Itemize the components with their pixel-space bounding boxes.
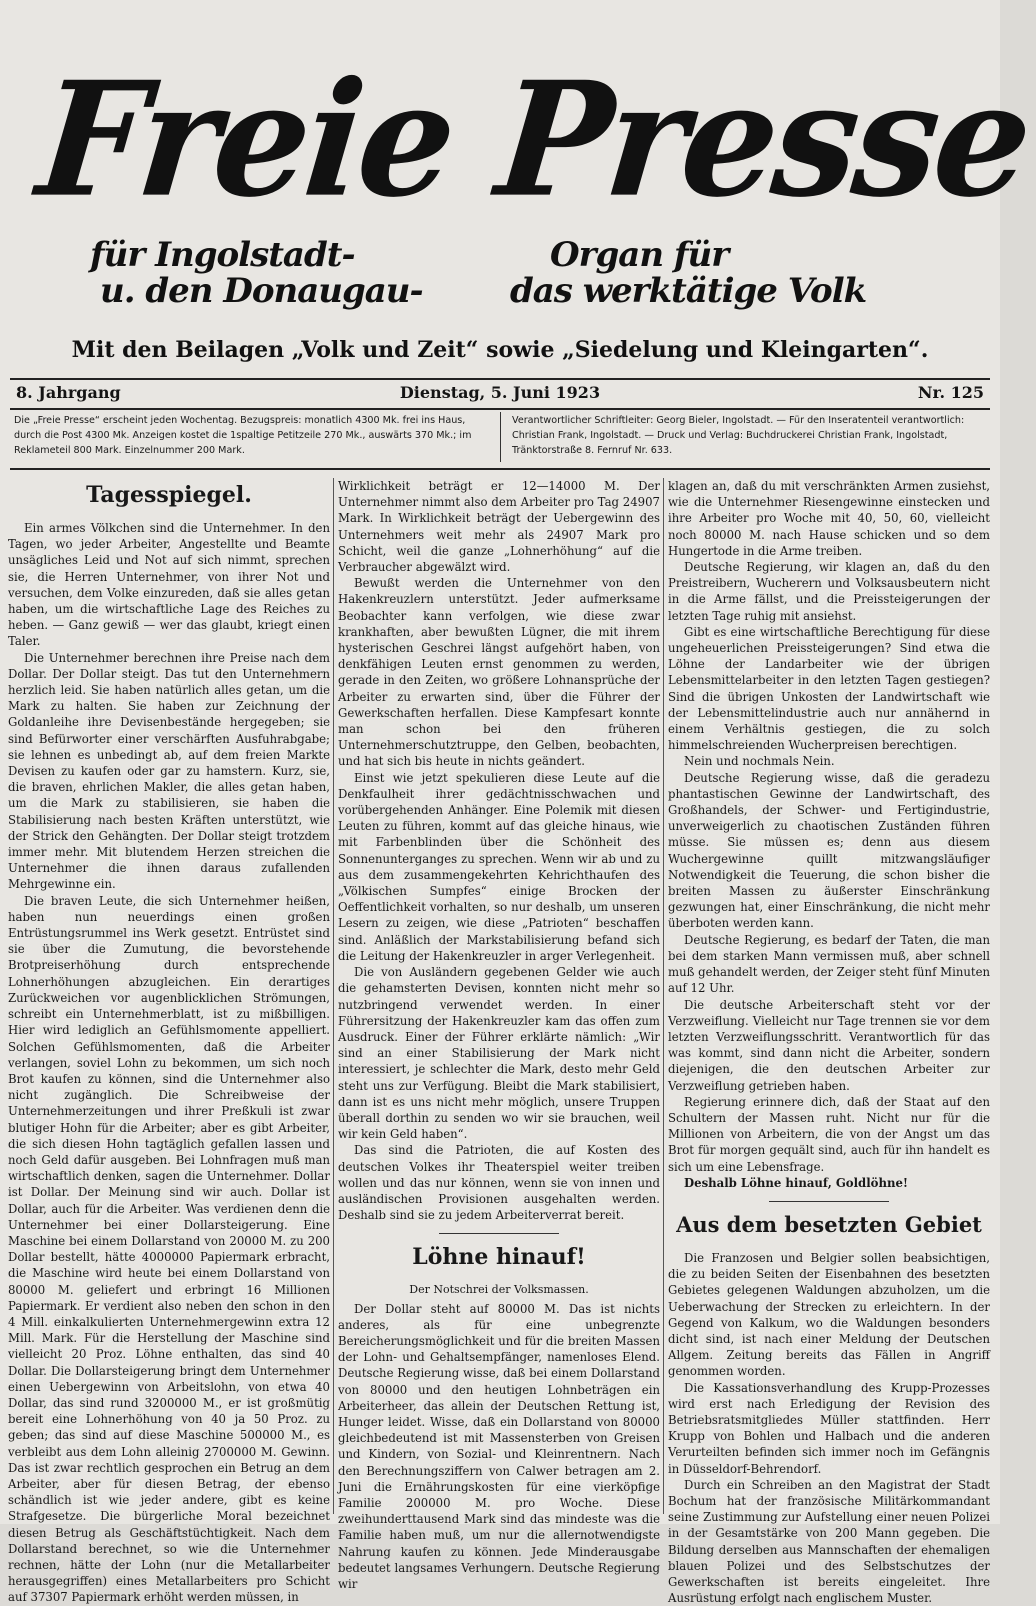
- column-3: [668, 478, 991, 1606]
- divider-rule: [10, 468, 990, 470]
- paragraph: Die deutsche Arbeiterschaft steht vor der Verzweiflung. Vielleicht nur Tage trennen sie vor dem letzten Verzweiflungsschritt. Verantwortlich für das was kommt, sind dann nicht die Arbeiter, sondern diejenigen, die den deutschen Arbeiter zur Verzweiflung getrieben haben.: [668, 997, 990, 1093]
- masthead-subtitles: [80, 235, 960, 318]
- divider-rule: [10, 408, 990, 410]
- paragraph: klagen an, daß du mit verschränkten Armen zusiehst, wie die Unternehmer Riesengewinne einstecken und ihre Arbeiter pro Woche mit 40, 50, 60, vielleicht noch 80000 M. nach Hause schicken und so dem Hungertode in die Arme treiben.: [668, 479, 990, 558]
- paragraph: Wirklichkeit beträgt er 12—14000 M. Der Unternehmer nimmt also dem Arbeiter pro Tag 24907 Mark. In Wirklichkeit beträgt der Uebergewinn des Unternehmers weit mehr als 24907 Mark pro Schicht, weil die ganze „Lohnerhöhung“ auf die Verbraucher abgewälzt wird.: [338, 479, 660, 575]
- column-1: [8, 478, 330, 1605]
- issue-number: Nr. 125: [917, 383, 984, 402]
- paragraph: Der Dollar steht auf 80000 M. Das ist nichts anderes, als für eine unbegrenzte Bereicherungsmöglichkeit und für die breiten Massen der Lohn- und Gehaltsempfänger, namenloses Elend. Deutsche Regierung wisse, daß bei einem Dollarstand von 80000 und den heutigen Lohnbeträgen ein Arbeiterheer, das allein der Deutschen Rettung ist, Hunger leidet. Wisse, daß ein Dollarstand von 80000 gleichbedeutend ist mit Massensterben von Greisen und Kindern, von Sozial- und Kleinrentnern. Nach den Berechnungsziffern von Calwer betragen am 2. Juni die Ernährungskosten für eine vierköpfige Familie 200000 M. pro Woche. Diese zweihunderttausend Mark sind das mindeste was die Familie haben muß, um nur die allernotwendigste Nahrung kaufen zu können. Jede Minderausgabe bedeutet langsames Verhungern. Deutsche Regierung wir: [338, 1301, 660, 1591]
- editorial-info: Verantwortlicher Schriftleiter: Georg Bieler, Ingolstadt. — Für den Inseratenteil verantwortlich: Christian Frank, Ingolstadt. — Druck und Verlag: Buchdruckerei Christian Frank, Ingolstadt, Tränktorstraße 8. Fernruf Nr. 633.: [512, 415, 965, 456]
- divider-rule: [10, 378, 990, 380]
- paragraph: Die Unternehmer berechnen ihre Preise nach dem Dollar. Der Dollar steigt. Das tut den Unternehmern herzlich leid. Sie haben natürlich alles getan, um die Mark zu halten. Sie haben zur Zeichnung der Goldanleihe ihre Devisenbestände hergegeben; sie sind Befürworter einer verschärften Ausfuhrabgabe; sie lehnen es unbedingt ab, auf dem freien Markte Devisen zu kaufen oder gar zu hamstern. Kurz, sie, die braven, ehrlichen Makler, die alles getan haben, um die Mark zu stabilisieren, sie haben die Stabilisierung nach besten Kräften unterstützt, wie der Strick den Gehängten. Der Dollar steigt trotzdem immer mehr. Mit blutendem Herzen streichen die Unternehmer die ihnen daraus zufallenden Mehrgewinne ein.: [8, 650, 330, 892]
- subscription-info: Die „Freie Presse“ erscheint jeden Wochentag. Bezugspreis: monatlich 4300 Mk. frei ins Haus, durch die Post 4300 Mk. Anzeigen kostet die 1spaltige Petitzeile 270 Mk., auswärts 370 Mk.; im Reklameteil 800 Mark. Einzelnummer 200 Mark.: [14, 415, 472, 456]
- paragraph: Deutsche Regierung wisse, daß die geradezu phantastischen Gewinne der Landwirtschaft, des Großhandels, der Schwer- und Fertigindustrie, unverweigerlich zu chaotischen Zuständen führen müsse. Sie müssen es; denn aus diesem Wuchergewinne quillt mitzwangsläufiger Notwendigkeit die Teuerung, die schon bisher die breiten Massen zu äußerster Einschränkung gezwungen hat, einer Einschränkung, die nicht mehr überboten werden kann.: [668, 770, 990, 931]
- article-subheading: Der Notschrei der Volksmassen.: [409, 1283, 589, 1297]
- paragraph: Einst wie jetzt spekulieren diese Leute auf die Denkfaulheit ihrer gedächtnisschwachen und vorübergehenden Anhänger. Eine Polemik mit diesen Leuten zu führen, kommt auf das gleiche hinaus, wie mit Farbenblinden über die Schönheit des Sonnenunterganges zu sprechen. Wenn wir ab und zu aus dem zusammengekehrten Kehrichthaufen des „Völkischen Sumpfes“ einige Brocken der Oeffentlichkeit vorhalten, so nur deshalb, um unseren Lesern zu zeigen, wie diese „Patrioten“ beschaffen sind. Anläßlich der Markstabilisierung befand sich die Leitung der Hakenkreuzler in arger Verlegenheit.: [338, 770, 660, 963]
- paragraph: Durch ein Schreiben an den Magistrat der Stadt Bochum hat der französische Militärkommandant seine Zustimmung zur Aufstellung einer neuen Polizei in der Gesamtstärke von 200 Mann gegeben. Die Bildung derselben aus Mannschaften der ehemaligen blauen Polizei und des Selbstschutzes der Gewerkschaften ist bereits eingeleitet. Ihre Ausrüstung erfolgt nach englischem Muster.: [668, 1477, 990, 1606]
- article-heading-besetztes-gebiet: Aus dem besetzten Gebiet: [676, 1211, 982, 1237]
- closing-line: Deshalb Löhne hinauf, Goldlöhne!: [684, 1175, 909, 1190]
- info-divider: [500, 412, 501, 462]
- paragraph: Deutsche Regierung, wir klagen an, daß du den Preistreibern, Wucherern und Volksausbeutern nicht in die Arme fällst, und die Preissteigerungen der letzten Tage ruhig mit ansiehst.: [668, 560, 990, 623]
- section-rule: [769, 1201, 889, 1202]
- paragraph: Nein und nochmals Nein.: [684, 754, 835, 769]
- volume-label: 8. Jahrgang: [16, 383, 121, 402]
- column-divider: [663, 478, 664, 1514]
- paragraph: Das sind die Patrioten, die auf Kosten des deutschen Volkes ihr Theaterspiel weiter treiben wollen und das nur können, wenn sie von innen und ausländischen Provisionen ausgehalten werden. Deshalb sind sie zu jedem Arbeiterverrat bereit.: [338, 1143, 660, 1223]
- subtitle-left-line2: u. den Donaugau-: [100, 271, 423, 311]
- article-heading-loehne-hinauf: Löhne hinauf!: [412, 1244, 586, 1271]
- section-rule: [439, 1233, 559, 1234]
- subtitle-left-line1: für Ingolstadt-: [90, 235, 355, 275]
- supplements-line: Mit den Beilagen „Volk und Zeit“ sowie „Siedelung und Kleingarten“.: [71, 337, 929, 363]
- paragraph: Bewußt werden die Unternehmer von den Hakenkreuzlern unterstützt. Jeder aufmerksame Beobachter kann verfolgen, wie diese zwar krankhaften, aber bewußten Lügner, die mit ihrem hysterischen Geschrei längst aufgehört haben, von denkfähigen Leuten ernst genommen zu werden, gerade in den Zeiten, wo größere Lohnansprüche der Arbeiter zu erwarten sind, über die Führer der Gewerkschaften herfallen. Diese Kampfesart konnte man schon bei den früheren Unternehmerschutztruppe, den Gelben, beobachten, und hat sich bis heute in nichts geändert.: [338, 576, 660, 769]
- paragraph: Gibt es eine wirtschaftliche Berechtigung für diese ungeheuerlichen Preissteigerungen? Sind etwa die Löhne der Landarbeiter wie der übrigen Lebensmittelarbeiter in den letzten Tagen gestiegen? Sind die übrigen Unkosten der Landwirtschaft wie der Lebensmittelindustrie auch nur annähernd in einem Verhältnis gestiegen, die zu solch himmelschreienden Wucherpreisen berechtigen.: [668, 624, 990, 753]
- issue-date: Dienstag, 5. Juni 1923: [399, 383, 601, 402]
- paragraph: Die Franzosen und Belgier sollen beabsichtigen, die zu beiden Seiten der Eisenbahnen des besetzten Gebietes gelegenen Waldungen abzuholzen, um die Ueberwachung der Strecken zu erleichtern. In der Gegend von Kalkum, wo die Waldungen besonders dicht sind, ist nach einer Meldung der Deutschen Allgem. Zeitung bereits das Fällen in Angriff genommen worden.: [668, 1250, 990, 1379]
- newspaper-title: Freie Presse: [30, 47, 1036, 233]
- subtitle-right-line1: Organ für: [550, 235, 729, 275]
- dateline: [16, 383, 984, 407]
- paragraph: Ein armes Völkchen sind die Unternehmer. In den Tagen, wo jeder Arbeiter, Angestellte und Beamte unsägliches Leid und Not auf sich nimmt, sprechen sie, die Herren Unternehmer, von ihrer Not und versuchen, dem Volke einzureden, daß sie alles getan haben, um die wirtschaftliche Lage des Reiches zu heben. — Ganz gewiß — wer das glaubt, kriegt einen Taler.: [8, 521, 330, 649]
- masthead: [30, 47, 1036, 233]
- paragraph: Die Kassationsverhandlung des Krupp-Prozesses wird erst nach Erledigung der Revision des Betriebsratsmitgliedes Müller stattfinden. Herr Krupp von Bohlen und Halbach und die anderen Verurteilten befinden sich immer noch im Gefängnis in Düsseldorf-Behrendorf.: [668, 1380, 990, 1476]
- subtitle-right-line2: das werktätige Volk: [510, 271, 867, 311]
- column-divider: [333, 478, 334, 1514]
- paragraph: Die von Ausländern gegebenen Gelder wie auch die gehamsterten Devisen, konnten nicht mehr so nutzbringend verwendet werden. In einer Führersitzung der Hakenkreuzler kam das offen zum Ausdruck. Einer der Führer erklärte nämlich: „Wir sind an einer Stabilisierung der Mark nicht interessiert, je schlechter die Mark, desto mehr Geld steht uns zur Verfügung. Bleibt die Mark stabilisiert, dann ist es uns nicht mehr möglich, unsere Truppen überall dorthin zu senden wo wir sie brauchen, weil wir kein Geld haben“.: [338, 965, 660, 1142]
- article-heading-tagesspiegel: Tagesspiegel.: [86, 482, 252, 508]
- column-2: [338, 478, 660, 1591]
- paragraph: Die braven Leute, die sich Unternehmer heißen, haben nun neuerdings einen großen Entrüstungsrummel ins Werk gesetzt. Entrüstet sind sie über die Zumutung, die bevorstehende Brotpreiserhöhung durch entsprechende Lohnerhöhungen abzugleichen. Ein derartiges Zurückweichen vor augenblicklichen Strömungen, schreibt ein Unternehmerblatt, ist zu mißbilligen. Hier wird lediglich an Gefühlsmomente appelliert. Solchen Gefühlsmomenten, daß die Arbeiter verlangen, soviel Lohn zu bekommen, um sich noch Brot kaufen zu können, sind die Unternehmer also nicht zugänglich. Die Schreibweise der Unternehmerzeitungen und ihrer Preßkuli ist zwar blutiger Hohn für die Arbeiter; aber es gibt Arbeiter, die sich diesen Hohn tagtäglich gefallen lassen und noch Geld dafür ausgeben. Bei Lohnfragen muß man wirtschaftlich denken, sagen die Unternehmer. Dollar ist Dollar. Der Meinung sind wir auch. Dollar ist Dollar, auch für die Arbeiter. Was verdienen denn die Unternehmer bei einer Dollarsteigerung. Eine Maschine bei einem Dollarstand von 20000 M. zu 200 Dollar bestellt, hätte 4000000 Papiermark erbracht, die Maschine wird heute bei einem Dollarstand von 80000 M. geliefert und erbringt 16 Millionen Papiermark. Er verdient also neben den schon in den 4 Mill. einkalkulierten Unternehmergewinn extra 12 Mill. Mark. Für die Herstellung der Maschine sind vielleicht 20 Proz. Löhne enthalten, das sind 40 Dollar. Die Dollarsteigerung bringt dem Unternehmer einen Uebergewinn von Arbeitslohn, von etwa 40 Dollar, das sind rund 3200000 M., er ist großmütig bereit eine Lohnerhöhung von 40 ja 50 Proz. zu geben; das sind auf diese Maschine 500000 M., es verbleibt aus dem Lohn alleinig 2700000 M. Gewinn. Das ist zwar rechtlich gesprochen ein Betrug an dem Arbeiter, aber für diesen Betrag, der ebenso schändlich ist wie jeder andere, gibt es keine Strafgesetze. Die bürgerliche Moral bezeichnet diesen Betrug als Geschäftstüchtigkeit. Nach dem Dollarstand berechnet, so wie die Unternehmer rechnen, hätte der Lohn (nur die Metallarbeiter herausgegriffen) eines Metallarbeiters pro Schicht auf 37307 Papiermark erhöht werden müssen, in: [8, 893, 330, 1605]
- paragraph: Deutsche Regierung, es bedarf der Taten, die man bei dem starken Mann vermissen muß, aber schnell muß gehandelt werden, der Zeiger steht fünf Minuten auf 12 Uhr.: [668, 932, 991, 996]
- paragraph: Regierung erinnere dich, daß der Staat auf den Schultern der Massen ruht. Nicht nur für die Millionen von Arbeitern, die von der Angst um das Brot für morgen gequält sind, auch für ihn handelt es sich um eine Lebensfrage.: [668, 1094, 990, 1174]
